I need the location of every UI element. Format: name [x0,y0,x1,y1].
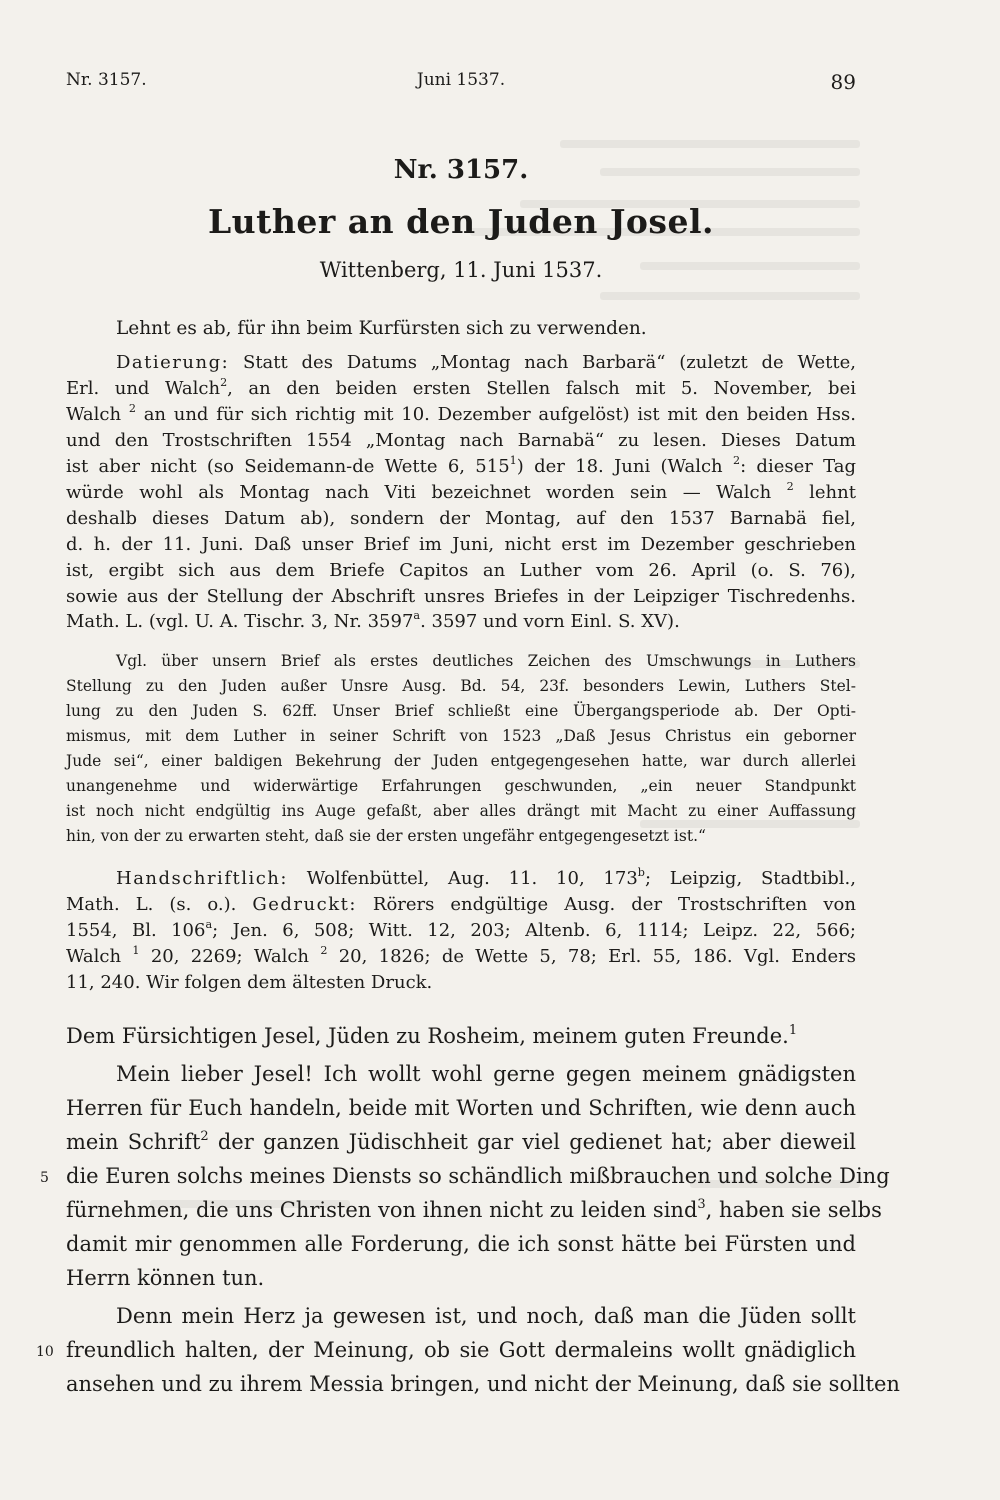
line-number: 10 [36,1344,54,1360]
letter-line: Mein lieber Jesel! Ich wollt wohl gerne gegen meinem gnädigsten [116,1062,856,1086]
sources-line: 1554, Bl. 106$^a$; Jen. 6, 508; Witt. 12, 203; Altenb. 6, 1114; Leipz. 22, 566; [66,917,856,941]
letter-line: die Euren solchs meines Diensts so schändlich mißbrauchen und solche Ding [66,1164,890,1188]
commentary-line: Stellung zu den Juden außer Unsre Ausg. Bd. 54, 23f. besonders Lewin, Luthers Stel- [66,677,856,695]
sources-line: Handschriftlich: Wolfenbüttel, Aug. 11. 10, 173$^b$; Leipzig, Stadtbibl., [116,865,856,889]
sources-line: Math. L. (s. o.). Gedruckt: Rörers endgültige Ausg. der Trostschriften von [66,894,856,915]
dating-line: ist, ergibt sich aus dem Briefe Capitos an Luther vom 26. April (o. S. 76), [66,560,856,581]
dating-line: Erl. und Walch$^2$, an den beiden ersten Stellen falsch mit 5. November, bei [66,375,856,399]
place-date: Wittenberg, 11. Juni 1537. [319,258,603,282]
header-number: Nr. 3157. [66,70,147,90]
letter-line: Herrn können tun. [66,1266,265,1290]
header-date: Juni 1537. [416,70,506,90]
commentary-line: lung zu den Juden S. 62ff. Unser Brief schließt eine Übergangsperiode ab. Der Opti- [66,702,856,720]
page-number: 89 [830,70,856,94]
commentary-line: ist noch nicht endgültig ins Auge gefaßt, aber alles drängt mit Macht zu einer Auffassung [66,802,856,820]
letter-line: damit mir genommen alle Forderung, die ich sonst hätte bei Fürsten und [66,1232,856,1256]
commentary-line: Vgl. über unsern Brief als erstes deutliches Zeichen des Umschwungs in Luthers [116,652,856,670]
commentary-line: mismus, mit dem Luther in seiner Schrift von 1523 „Daß Jesus Christus ein geborner [66,727,856,745]
letter-line: Denn mein Herz ja gewesen ist, und noch, daß man die Jüden sollt [116,1304,856,1328]
running-header [66,70,856,98]
dating-line: Walch $^2$ an und für sich richtig mit 10. Dezember aufgelöst) ist mit den beiden Hss. [66,401,857,425]
letter-line: freundlich halten, der Meinung, ob sie Gott dermaleins wollt gnädiglich [66,1338,856,1362]
letter-address: Dem Fürsichtigen Jesel, Jüden zu Rosheim, meinem guten Freunde.$^1$ [66,1022,798,1048]
commentary-line: Jude sei“, einer baldigen Bekehrung der Juden entgegengesehen hatte, war durch allerlei [66,752,856,770]
letter-line: ansehen und zu ihrem Messia bringen, und nicht der Meinung, daß sie sollten [66,1372,900,1396]
dating-line: und den Trostschriften 1554 „Montag nach Barnabä“ zu lesen. Dieses Datum [66,430,856,451]
letter-line: fürnehmen, die uns Christen von ihnen nicht zu leiden sind$^3$, haben sie selbs [66,1196,882,1222]
dating-line: Math. L. (vgl. U. A. Tischr. 3, Nr. 3597$^a$. 3597 und vorn Einl. S. XV). [66,608,680,632]
dating-line: würde wohl als Montag nach Viti bezeichnet worden sein — Walch $^2$ lehnt [66,479,856,503]
line-number: 5 [40,1170,49,1186]
commentary-line: hin, von der zu erwarten steht, daß sie der ersten ungefähr entgegengesetzt ist.“ [66,827,706,845]
document-title: Luther an den Juden Josel. [207,202,715,241]
summary: Lehnt es ab, für ihn beim Kurfürsten sich zu verwenden. [116,318,647,339]
letter-line: Herren für Euch handeln, beide mit Worten und Schriften, wie denn auch [66,1096,856,1120]
commentary-line: unangenehme und widerwärtige Erfahrungen geschwunden, „ein neuer Standpunkt [66,777,856,795]
document-number: Nr. 3157. [393,155,529,185]
dating-line: Datierung: Statt des Datums „Montag nach Barbarä“ (zuletzt de Wette, [116,352,856,373]
sources-line: 11, 240. Wir folgen dem ältesten Druck. [66,972,433,993]
letter-line: mein Schrift$^2$ der ganzen Jüdischheit gar viel gedienet hat; aber dieweil [66,1128,856,1154]
dating-line: ist aber nicht (so Seidemann-de Wette 6, $515^1$) der 18. Juni (Walch $^2$: dieser Tag [66,453,857,477]
dating-line: deshalb dieses Datum ab), sondern der Montag, auf den 1537 Barnabä fiel, [66,508,856,529]
sources-line: Walch $^1$ 20, 2269; Walch $^2$ 20, 1826; de Wette 5, 78; Erl. 55, 186. Vgl. Enders [66,943,856,967]
dating-line: d. h. der 11. Juni. Daß unser Brief im Juni, nicht erst im Dezember geschrieben [66,534,856,555]
dating-line: sowie aus der Stellung der Abschrift unsres Briefes in der Leipziger Tischredenhs. [66,586,856,607]
